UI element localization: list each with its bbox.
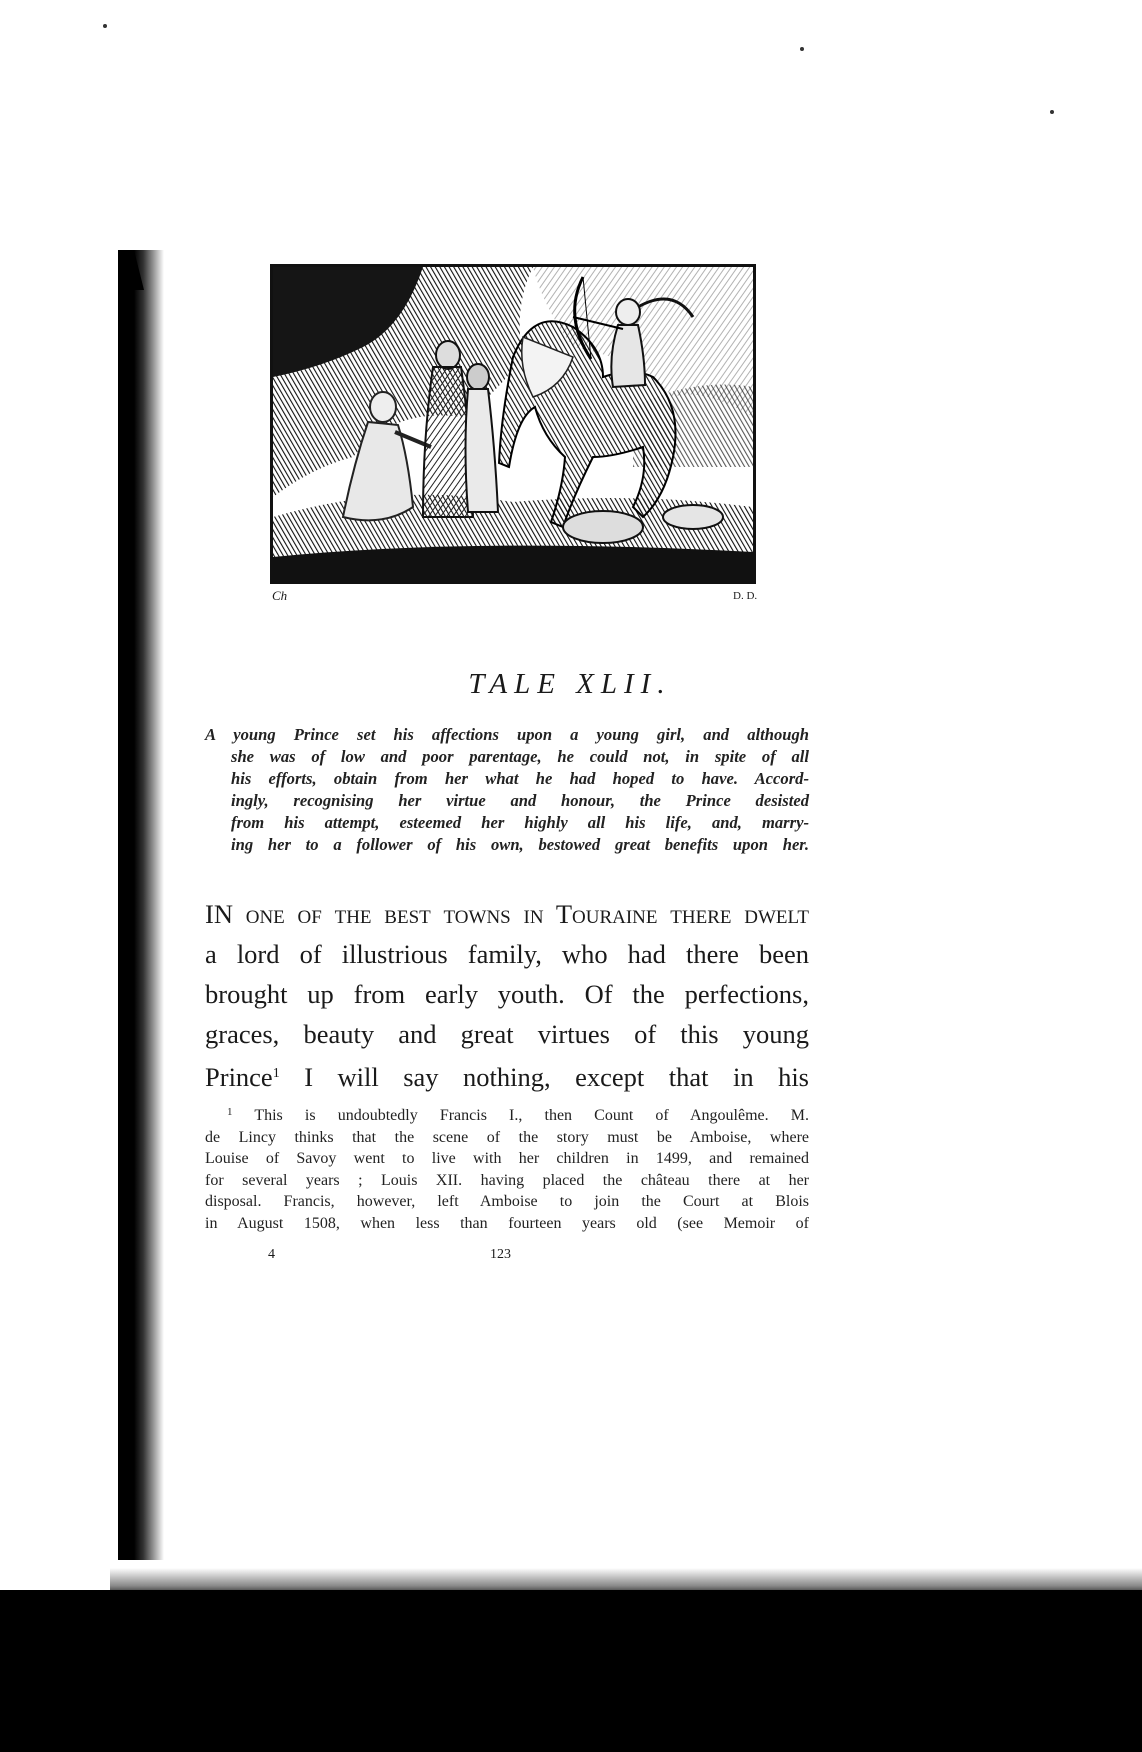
body-line: graces, beauty and great virtues of this young (205, 1019, 809, 1049)
scan-speck (1050, 110, 1054, 114)
footnote (205, 1102, 809, 1234)
summary-line: A young Prince set his affections upon a young girl, and although (205, 725, 809, 744)
footnote-text: This is undoubtedly Francis I., then Count of Angoulême. M. (232, 1107, 809, 1124)
page-number: 123 (490, 1247, 511, 1262)
body-paragraph (205, 894, 809, 1097)
body-text-fragment: Prince (205, 1062, 273, 1092)
body-text-fragment: I will say nothing, except that in his (279, 1062, 809, 1092)
tale-title: TALE XLII. (468, 668, 672, 700)
engraver-signature-left: Ch (272, 588, 288, 603)
footnote-line: disposal. Francis, however, left Amboise to join the Court at Blois (205, 1193, 809, 1210)
footnote-reference: 1 (272, 1066, 280, 1081)
summary-line: his efforts, obtain from her what he had hoped to have. Accord- (231, 769, 809, 788)
footnote-mark: 1 (227, 1106, 233, 1118)
footnote-line: Louise of Savoy went to live with her children in 1499, and remained (205, 1150, 809, 1167)
footnote-line: in August 1508, when less than fourteen years old (see Memoir of (205, 1214, 809, 1232)
summary-line: she was of low and poor parentage, he could not, in spite of all (231, 747, 809, 766)
footnote-line-first (205, 1102, 809, 1127)
binding-shadow-tip (124, 250, 144, 290)
scan-speck (103, 24, 107, 28)
summary-line: ing her to a follower of his own, bestowed great benefits upon her. (231, 835, 809, 854)
body-line: brought up from early youth. Of the perfections, (205, 979, 809, 1009)
body-line-first (205, 894, 809, 934)
body-line: a lord of illustrious family, who had there been (205, 939, 809, 969)
engraver-signature-right: D. D. (733, 590, 758, 602)
summary-line: from his attempt, esteemed her highly all his life, and, marry- (231, 813, 809, 832)
footnote-line: for several years ; Louis XII. having placed the château there at her (205, 1171, 809, 1189)
summary-line: ingly, recognising her virtue and honour, the Prince desisted (231, 791, 809, 810)
body-line-last (205, 1054, 809, 1097)
scan-speck (800, 47, 804, 51)
tale-summary (205, 724, 809, 856)
engraving-illustration (270, 264, 756, 584)
signature-mark: 4 (268, 1247, 275, 1262)
binding-shadow (118, 250, 164, 1560)
engraving-drawing (273, 267, 753, 581)
body-first-line-text: N one of the best towns in Touraine there dwelt (213, 899, 809, 929)
scan-bottom-band (0, 1590, 1142, 1752)
drop-initial: I (205, 899, 214, 929)
footnote-line: de Lincy thinks that the scene of the story must be Amboise, where (205, 1128, 809, 1146)
